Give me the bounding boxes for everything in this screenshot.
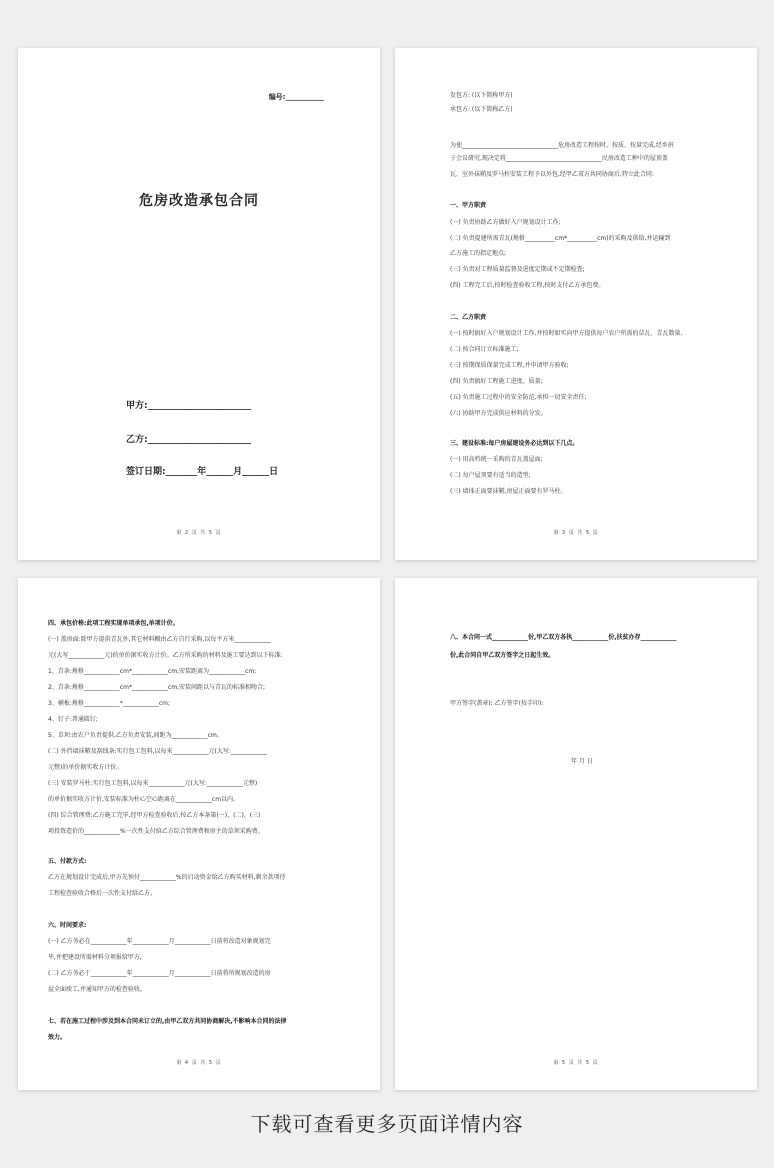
- contract-line: 为使________________________________危房改造工程按时、按质、按量完成,经乡班: [450, 142, 674, 149]
- contract-page-4: [18, 578, 380, 1090]
- contract-line: (三) 按期保质保量完成工程,并申请甲方验收;: [450, 362, 569, 369]
- contract-line: 元(大写____________元)的单价据实收方计价。乙方所采购的材料及施工要达到以下标准:: [48, 652, 283, 659]
- contract-line: (二) 每户屋顶要有适当的造型;: [450, 472, 531, 479]
- section-heading: 三、建设标准:每户房屋建设务必达到以下几点。: [450, 440, 579, 447]
- contract-line: 乙方施工的指定地点;: [450, 250, 507, 257]
- party-a-field: 甲方:_______________________: [126, 401, 252, 411]
- section-heading: 五、付款方式:: [48, 858, 87, 865]
- contract-line: 年 月 日: [571, 758, 593, 765]
- contract-line: 发包方: (以下简称甲方): [450, 92, 513, 99]
- section-heading: 七、若在施工过程中涉及到本合同未订立的,由甲乙双方共同协商解决,不影响本合同的法律: [48, 1018, 287, 1025]
- section-heading: 份,此合同自甲乙双方签字之日起生效。: [450, 652, 555, 659]
- party-b-field: 乙方:_______________________: [126, 435, 252, 445]
- section-heading: 效力。: [48, 1034, 67, 1041]
- contract-line: (一) 乙方务必在____________年____________月____________日前将改造对象规划完: [48, 938, 271, 945]
- contract-line: (一) 用高档统一采购的青瓦盖屋面;: [450, 456, 543, 463]
- page-number: 第 2 页 共 5 页: [176, 530, 222, 536]
- contract-line: 承包方: (以下简称乙方): [450, 106, 513, 113]
- download-more-link[interactable]: 下载可查看更多页面详情内容: [250, 1112, 524, 1136]
- contract-line: 甲方签字(盖章): 乙方签字(按手印):: [450, 700, 544, 707]
- section-heading: 一、甲方职责: [450, 202, 487, 209]
- contract-line: (二) 外挡墙抹鞘及刮线条:实行包工包料,以每米____________元(大写:____________: [48, 748, 267, 755]
- contract-line: 的单价据实收方计价,安装标准为柱心空心距离在____________cm以内。: [48, 796, 240, 803]
- contract-line: 工程检查验收合格后一次性支付给乙方。: [48, 890, 157, 897]
- page-number: 第 4 页 共 5 页: [176, 1060, 222, 1066]
- contract-line: (五) 负责施工过程中的安全防范,承担一切安全责任;: [450, 394, 587, 401]
- contract-line: (三) 负责对工程质量监督及进度定期或不定期检查;: [450, 266, 585, 273]
- contract-line: 乙方在规划设计完成后,甲方先预付____________%的启动资金给乙方购买材料,剩余款项待: [48, 874, 286, 881]
- contract-line: (一) 负责协助乙方做好入户规划设计工作;: [450, 219, 561, 226]
- contract-line: 毕,并把建设所需材料分项报给甲方;: [48, 954, 142, 961]
- contract-line: (一) 按时搞好入户规划设计工作,并按时如实向甲方提供每户农户所需的草瓦、青瓦数量。: [450, 330, 687, 337]
- contract-line: 元整)的单价据实收方计价。: [48, 764, 123, 771]
- contract-line: 5、草坝:由农户负责提供,乙方负责安装,间距为____________cm。: [48, 732, 223, 739]
- section-heading: 四、承包价格:此项工程实现单项承包,单项计价。: [48, 620, 179, 627]
- contract-line: 4、钉子:普通圆钉;: [48, 716, 98, 723]
- section-heading: 八、本合同一式____________份,甲乙双方各执____________份,扶贫办存____________: [450, 634, 677, 641]
- sign-date-field: 签订日期:_______年______月______日: [126, 467, 279, 477]
- section-heading: 二、乙方职责: [450, 314, 487, 321]
- contract-page-5: [395, 578, 757, 1090]
- contract-line: 1、青条:规格____________cm*____________cm,安装距离为____________cm;: [48, 668, 257, 675]
- contract-line: 2、青条:规格____________cm*____________cm,安装间距以与青瓦的标准相吻合;: [48, 684, 266, 691]
- page-number: 第 3 页 共 5 页: [553, 530, 599, 536]
- contract-number-label: 编号:___________: [268, 93, 324, 101]
- cover-page: [18, 48, 380, 560]
- contract-line: (二) 负责提建所需青瓦(规格__________cm*__________cm)的采购及供给,并运输到: [450, 235, 671, 242]
- contract-line: 子会议研究,现决定将________________________________民房改造工种中的屋顶盖: [450, 155, 668, 162]
- contract-line: (三) 安装罗马柱:实行包工包料,以每米____________元(大写:____________元整): [48, 780, 258, 787]
- contract-line: (二) 乙方务必于____________年____________月____________日前将所规划改造的房: [48, 970, 271, 977]
- contract-page-3: [395, 48, 757, 560]
- contract-line: 3、横板:规格____________*____________cm;: [48, 700, 171, 707]
- contract-line: (二) 按合同订立标准施工;: [450, 346, 519, 353]
- contract-line: (四) 综合管理费:乙方施工完毕,经甲方检查验收后,按乙方本条第(一)、(二)、(三): [48, 812, 261, 819]
- contract-title: 危房改造承包合同: [139, 193, 259, 209]
- contract-line: (一) 盖房面:除甲方提供青瓦外,其它材料概由乙方自行采购,以每平方米____________: [48, 636, 271, 643]
- page-number: 第 5 页 共 5 页: [553, 1060, 599, 1066]
- section-heading: 六、时间要求:: [48, 922, 87, 929]
- contract-line: 瓦、室外抹鞘及罗马柱安装工程予以外包,经甲乙双方共同协商后,特立此合同:: [450, 171, 654, 178]
- contract-line: (四) 工程完工后,按时检查验收工程,按时支付乙方承包费。: [450, 282, 605, 289]
- contract-line: 项投资造价的____________%一次性支付给乙方综合管理费和房主的草坝采购费。: [48, 828, 264, 835]
- contract-line: 屋全面竣工,并通知甲方的检查验收。: [48, 986, 146, 993]
- contract-line: (六) 协助甲方完成供应材料的分发。: [450, 410, 547, 417]
- contract-line: (四) 负责搞好工程施工进度、质量;: [450, 378, 543, 385]
- contract-line: (三) 墙体正面要抹鞘,房屋正面要有罗马柱。: [450, 488, 567, 495]
